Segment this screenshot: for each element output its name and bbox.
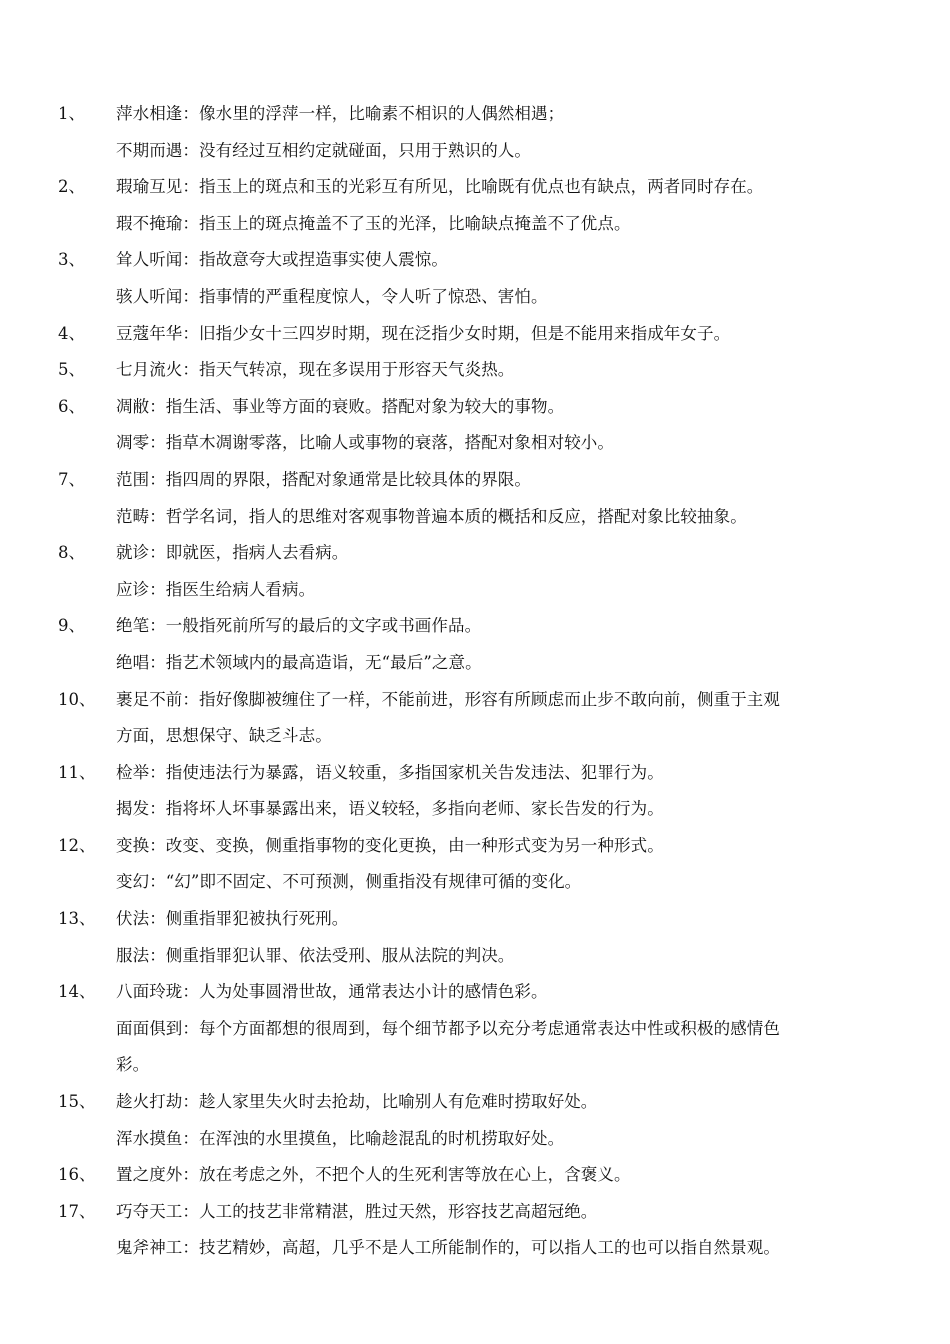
list-item	[0, 462, 950, 535]
entry-text: 瑕不掩瑜：指玉上的斑点掩盖不了玉的光泽，比喻缺点掩盖不了优点。	[116, 213, 631, 233]
entry-text: 方面，思想保守、缺乏斗志。	[116, 726, 332, 746]
entry-number: 7、	[58, 469, 85, 489]
entry-text: 巧夺天工：人工的技艺非常精湛，胜过天然，形容技艺高超冠绝。	[116, 1201, 598, 1221]
entry-number: 10、	[58, 689, 96, 709]
entry-number: 16、	[58, 1165, 96, 1185]
entry-line	[0, 1047, 950, 1084]
entry-line	[0, 608, 950, 645]
entry-text: 范畴：哲学名词，指人的思维对客观事物普遍本质的概括和反应，搭配对象比较抽象。	[116, 506, 747, 526]
entry-number: 5、	[58, 360, 85, 380]
entry-number: 9、	[58, 616, 85, 636]
entry-text: 耸人听闻：指故意夸大或捏造事实使人震惊。	[116, 250, 448, 270]
entry-line	[0, 535, 950, 572]
entry-text: 豆蔻年华：旧指少女十三四岁时期，现在泛指少女时期，但是不能用来指成年女子。	[116, 323, 731, 343]
entry-number: 11、	[58, 762, 96, 782]
entry-line	[0, 755, 950, 792]
list-item	[0, 901, 950, 974]
list-item	[0, 389, 950, 462]
entry-line	[0, 1121, 950, 1158]
list-item	[0, 974, 950, 1084]
entry-line	[0, 1230, 950, 1267]
entry-text: 伏法：侧重指罪犯被执行死刑。	[116, 909, 349, 929]
entry-text: 凋敝：指生活、事业等方面的衰败。搭配对象为较大的事物。	[116, 396, 565, 416]
entry-line	[0, 682, 950, 719]
entry-line	[0, 791, 950, 828]
entry-text: 七月流火：指天气转凉，现在多误用于形容天气炎热。	[116, 360, 515, 380]
entry-text: 就诊：即就医，指病人去看病。	[116, 543, 349, 563]
entry-text: 范围：指四周的界限，搭配对象通常是比较具体的界限。	[116, 469, 531, 489]
entry-line	[0, 1194, 950, 1231]
entry-text: 彩。	[116, 1055, 150, 1075]
entry-line	[0, 96, 950, 133]
document-page	[0, 96, 950, 1267]
entry-text: 变换：改变、变换，侧重指事物的变化更换，由一种形式变为另一种形式。	[116, 835, 664, 855]
list-item	[0, 1084, 950, 1157]
list-item	[0, 96, 950, 169]
entry-number: 8、	[58, 543, 85, 563]
entry-line	[0, 499, 950, 536]
list-item	[0, 1157, 950, 1194]
entry-number: 12、	[58, 835, 96, 855]
list-item	[0, 169, 950, 242]
list-item	[0, 352, 950, 389]
entry-number: 13、	[58, 909, 96, 929]
entry-line	[0, 864, 950, 901]
entry-number: 17、	[58, 1201, 96, 1221]
entry-line	[0, 425, 950, 462]
entry-text: 服法：侧重指罪犯认罪、依法受刑、服从法院的判决。	[116, 945, 515, 965]
entry-text: 趁火打劫：趁人家里失火时去抢劫，比喻别人有危难时捞取好处。	[116, 1092, 598, 1112]
entry-line	[0, 974, 950, 1011]
entry-line	[0, 718, 950, 755]
entry-text: 面面俱到：每个方面都想的很周到，每个细节都予以充分考虑通常表达中性或积极的感情色	[116, 1018, 780, 1038]
entry-line	[0, 1157, 950, 1194]
entry-text: 绝唱：指艺术领域内的最高造诣，无“最后”之意。	[116, 652, 482, 672]
entry-text: 八面玲珑：人为处事圆滑世故，通常表达小计的感情色彩。	[116, 982, 548, 1002]
entry-line	[0, 279, 950, 316]
entry-line	[0, 133, 950, 170]
entry-line	[0, 938, 950, 975]
list-item	[0, 608, 950, 681]
entry-line	[0, 1011, 950, 1048]
entry-text: 揭发：指将坏人坏事暴露出来，语义较轻，多指向老师、家长告发的行为。	[116, 799, 664, 819]
entry-number: 1、	[58, 104, 85, 123]
entry-line	[0, 169, 950, 206]
entry-line	[0, 462, 950, 499]
list-item	[0, 1194, 950, 1267]
entry-line	[0, 572, 950, 609]
entry-text: 浑水摸鱼：在浑浊的水里摸鱼，比喻趁混乱的时机捞取好处。	[116, 1128, 565, 1148]
entry-line	[0, 389, 950, 426]
list-item	[0, 755, 950, 828]
entry-text: 凋零：指草木凋谢零落，比喻人或事物的衰落，搭配对象相对较小。	[116, 433, 614, 453]
entry-text: 萍水相逢：像水里的浮萍一样，比喻素不相识的人偶然相遇；	[116, 104, 565, 123]
list-item	[0, 828, 950, 901]
entry-line	[0, 828, 950, 865]
list-item	[0, 242, 950, 315]
entry-text: 应诊：指医生给病人看病。	[116, 579, 316, 599]
entry-text: 检举：指使违法行为暴露，语义较重，多指国家机关告发违法、犯罪行为。	[116, 762, 664, 782]
entry-text: 置之度外：放在考虑之外，不把个人的生死利害等放在心上，含褒义。	[116, 1165, 631, 1185]
entry-text: 变幻：“幻”即不固定、不可预测，侧重指没有规律可循的变化。	[116, 872, 582, 892]
list-item	[0, 682, 950, 755]
entry-text: 裹足不前：指好像脚被缠住了一样，不能前进，形容有所顾虑而止步不敢向前，侧重于主观	[116, 689, 780, 709]
entry-line	[0, 1084, 950, 1121]
entry-line	[0, 901, 950, 938]
list-item	[0, 316, 950, 353]
entry-number: 6、	[58, 396, 85, 416]
entry-number: 15、	[58, 1092, 96, 1112]
entry-line	[0, 645, 950, 682]
entry-text: 绝笔：一般指死前所写的最后的文字或书画作品。	[116, 616, 482, 636]
entry-number: 3、	[58, 250, 85, 270]
entry-text: 瑕瑜互见：指玉上的斑点和玉的光彩互有所见，比喻既有优点也有缺点，两者同时存在。	[116, 177, 764, 197]
entry-number: 14、	[58, 982, 96, 1002]
entry-number: 2、	[58, 177, 85, 197]
list-item	[0, 535, 950, 608]
entry-text: 不期而遇：没有经过互相约定就碰面，只用于熟识的人。	[116, 140, 531, 160]
entry-line	[0, 316, 950, 353]
entry-text: 鬼斧神工：技艺精妙，高超，几乎不是人工所能制作的，可以指人工的也可以指自然景观。	[116, 1238, 780, 1258]
entry-line	[0, 206, 950, 243]
entry-line	[0, 242, 950, 279]
entry-text: 骇人听闻：指事情的严重程度惊人，令人听了惊恐、害怕。	[116, 286, 548, 306]
entry-number: 4、	[58, 323, 85, 343]
entry-line	[0, 352, 950, 389]
